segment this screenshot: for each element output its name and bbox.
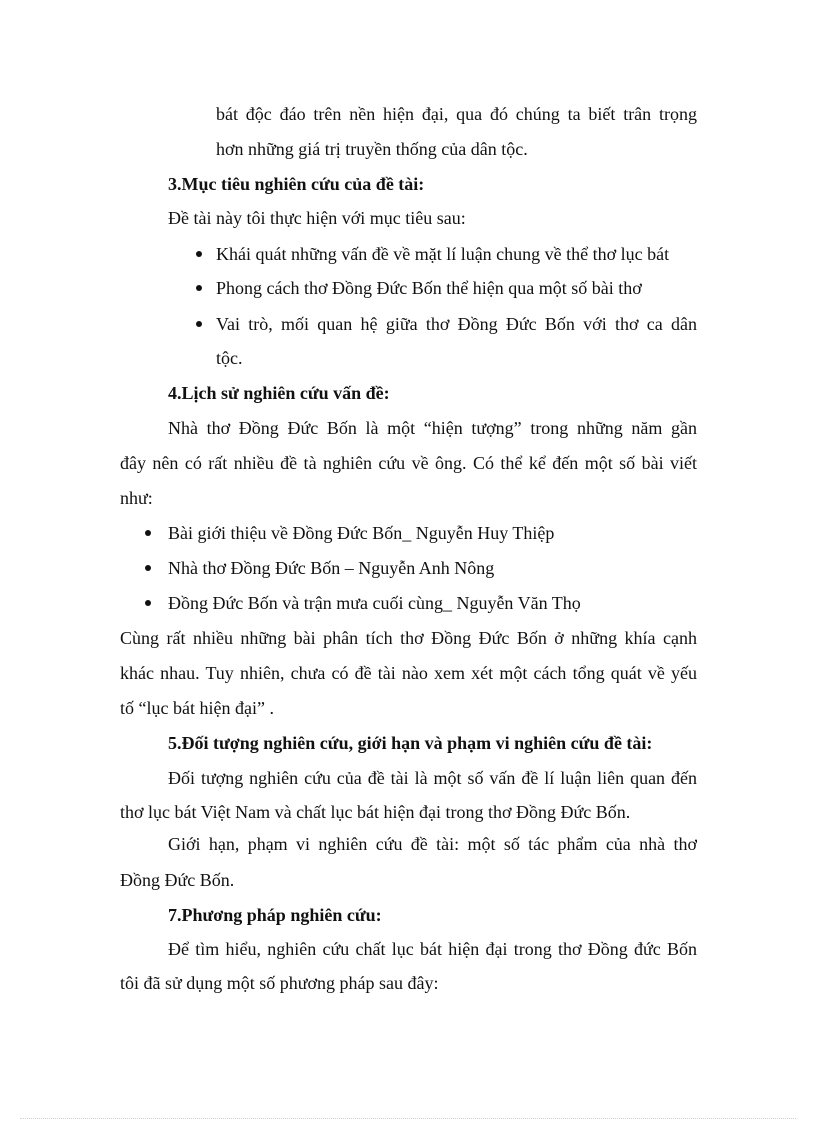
- paragraph-line: Giới hạn, phạm vi nghiên cứu đề tài: một số tác phẩm của nhà thơ: [168, 834, 697, 854]
- section-4-heading: 4.Lịch sử nghiên cứu vấn đề:: [168, 383, 390, 403]
- intro-line: hơn những giá trị truyền thống của dân tộc.: [216, 139, 528, 159]
- bullet-dot-icon: [145, 600, 151, 606]
- intro-line: bát độc đáo trên nền hiện đại, qua đó chúng ta biết trân trọng: [216, 104, 697, 124]
- list-item-continuation: tộc.: [216, 348, 243, 368]
- list-item: Vai trò, mối quan hệ giữa thơ Đồng Đức Bốn với thơ ca dân: [216, 314, 697, 334]
- list-item: Phong cách thơ Đồng Đức Bốn thể hiện qua một số bài thơ: [216, 278, 642, 298]
- bullet-dot-icon: [196, 285, 202, 291]
- paragraph-line: tố “lục bát hiện đại” .: [120, 698, 274, 718]
- list-item: Đồng Đức Bốn và trận mưa cuối cùng_ Nguyễn Văn Thọ: [168, 593, 581, 613]
- list-item: Nhà thơ Đồng Đức Bốn – Nguyễn Anh Nông: [168, 558, 495, 578]
- list-item: Khái quát những vấn đề về mặt lí luận chung về thể thơ lục bát: [216, 244, 670, 264]
- bullet-dot-icon: [196, 251, 202, 257]
- paragraph-line: như:: [120, 488, 153, 508]
- paragraph-line: Đồng Đức Bốn.: [120, 870, 235, 890]
- paragraph-line: Đối tượng nghiên cứu của đề tài là một số vấn đề lí luận liên quan đến: [168, 768, 697, 788]
- page-bottom-rule: [20, 1118, 796, 1119]
- paragraph-line: tôi đã sử dụng một số phương pháp sau đây:: [120, 973, 439, 993]
- section-5-heading: 5.Đối tượng nghiên cứu, giới hạn và phạm vi nghiên cứu đề tài:: [168, 733, 653, 753]
- section-7-heading: 7.Phương pháp nghiên cứu:: [168, 905, 382, 925]
- paragraph-line: Cùng rất nhiều những bài phân tích thơ Đồng Đức Bốn ở những khía cạnh: [120, 628, 697, 648]
- list-item: Bài giới thiệu về Đồng Đức Bốn_ Nguyễn Huy Thiệp: [168, 523, 555, 543]
- paragraph-line: thơ lục bát Việt Nam và chất lục bát hiện đại trong thơ Đồng Đức Bốn.: [120, 802, 631, 822]
- section-3-lead: Đề tài này tôi thực hiện với mục tiêu sau:: [168, 208, 466, 228]
- paragraph-line: Nhà thơ Đồng Đức Bốn là một “hiện tượng” trong những năm gần: [168, 418, 697, 438]
- paragraph-line: khác nhau. Tuy nhiên, chưa có đề tài nào xem xét một cách tổng quát về yếu: [120, 663, 697, 683]
- paragraph-line: Để tìm hiểu, nghiên cứu chất lục bát hiện đại trong thơ Đồng đức Bốn: [168, 939, 697, 959]
- bullet-dot-icon: [196, 321, 202, 327]
- bullet-dot-icon: [145, 565, 151, 571]
- paragraph-line: đây nên có rất nhiều đề tà nghiên cứu về ông. Có thể kể đến một số bài viết: [120, 453, 697, 473]
- bullet-dot-icon: [145, 530, 151, 536]
- section-3-heading: 3.Mục tiêu nghiên cứu của đề tài:: [168, 174, 425, 194]
